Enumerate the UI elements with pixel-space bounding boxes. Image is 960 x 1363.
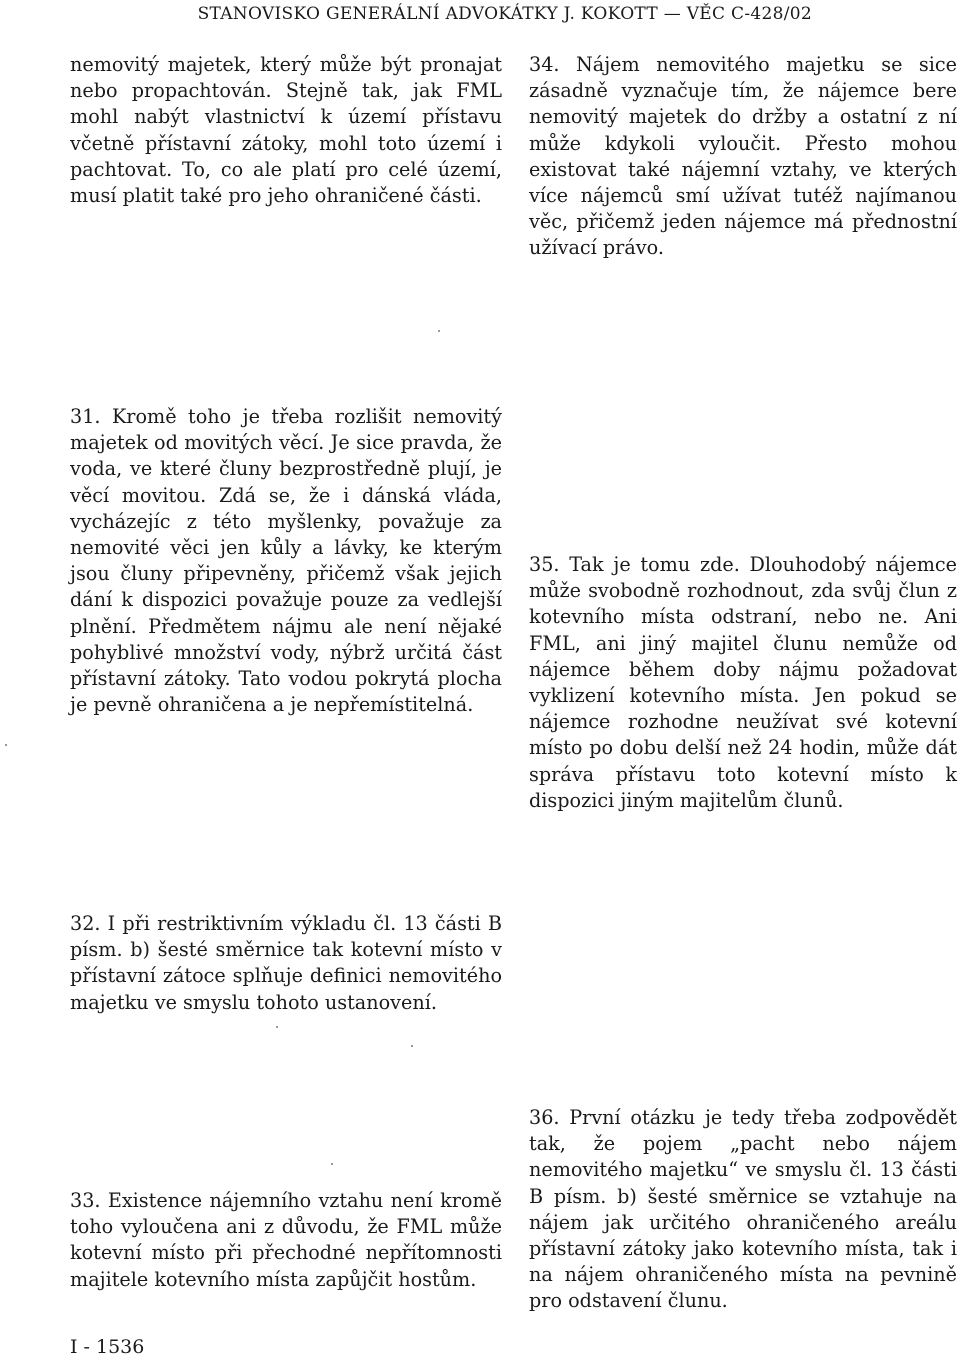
paragraph-31: 31. Kromě toho je třeba rozlišit nemovitý majetek od movitých věcí. Je sice pravda, že voda, ve které čluny bezprostředně plují, je věcí movitou. Zdá se, že i dánská vláda, vycházejíc z této myšlenky, považuje za nemovité věci jen kůly a lávky, ke kterým jsou čluny připevněny, přičemž však jejich dání k dispozici považuje pouze za vedlejší plnění. Předmětem nájmu ale není nějaké pohyblivé množství vody, nýbrž určitá část přístavní zátoky. Tato vodou pokrytá plocha je pevně ohraničena a je nepřemístitelná.	[70, 405, 502, 717]
paragraph-30-continuation: nemovitý majetek, který může být pronajat nebo propachtován. Stejně tak, jak FML mohl nabýt vlastnictví k území přístavu včetně přístavní zátoky, mohl toto území i pachtovat. To, co ale platí pro celé území, musí platit také pro jeho ohraničené části.	[70, 53, 502, 208]
paragraph-34: 34. Nájem nemovitého majetku se sice zásadně vyznačuje tím, že nájemce bere nemovitý majetek do držby a ostatní z ní může kdykoli vyloučit. Přesto mohou existovat také nájemní vztahy, ve kterých více nájemců smí užívat tutéž najímanou věc, přičemž jeden nájemce má přednostní užívací právo.	[529, 53, 957, 260]
paragraph-32: 32. I při restriktivním výkladu čl. 13 části B písm. b) šesté směrnice tak kotevní místo v přístavní zátoce splňuje definici nemovitého majetku ve smyslu tohoto ustanovení.	[70, 912, 502, 1014]
scan-speck	[438, 330, 440, 332]
scan-speck	[331, 1163, 333, 1165]
scan-speck	[411, 1045, 413, 1047]
running-header: STANOVISKO GENERÁLNÍ ADVOKÁTKY J. KOKOTT — VĚC C-428/02	[197, 4, 812, 24]
paragraph-35: 35. Tak je tomu zde. Dlouhodobý nájemce může svobodně rozhodnout, zda svůj člun z kotevního místa odstraní, nebo ne. Ani FML, ani jiný majitel člunu nemůže od nájemce během doby nájmu požadovat vyklizení kotevního místa. Jen pokud se nájemce rozhodne neužívat své kotevní místo po dobu delší než 24 hodin, může dát správa přístavu toto kotevní místo k dispozici jiným majitelům člunů.	[529, 553, 957, 812]
paragraph-33: 33. Existence nájemního vztahu není kromě toho vyloučena ani z důvodu, že FML může kotevní místo při přechodné nepřítomnosti majitele kotevního místa zapůjčit hostům.	[70, 1189, 502, 1291]
paragraph-36: 36. První otázku je tedy třeba zodpovědět tak, že pojem „pacht nebo nájem nemovitého majetku“ ve smyslu čl. 13 části B písm. b) šesté směrnice se vztahuje na nájem jak určitého ohraničeného areálu přístavní zátoky jako kotevního místa, tak i na nájem ohraničeného místa na pevnině pro odstavení člunu.	[529, 1106, 957, 1313]
scan-speck	[276, 1026, 278, 1028]
page-number: I - 1536	[70, 1336, 145, 1358]
scan-speck	[5, 744, 7, 746]
